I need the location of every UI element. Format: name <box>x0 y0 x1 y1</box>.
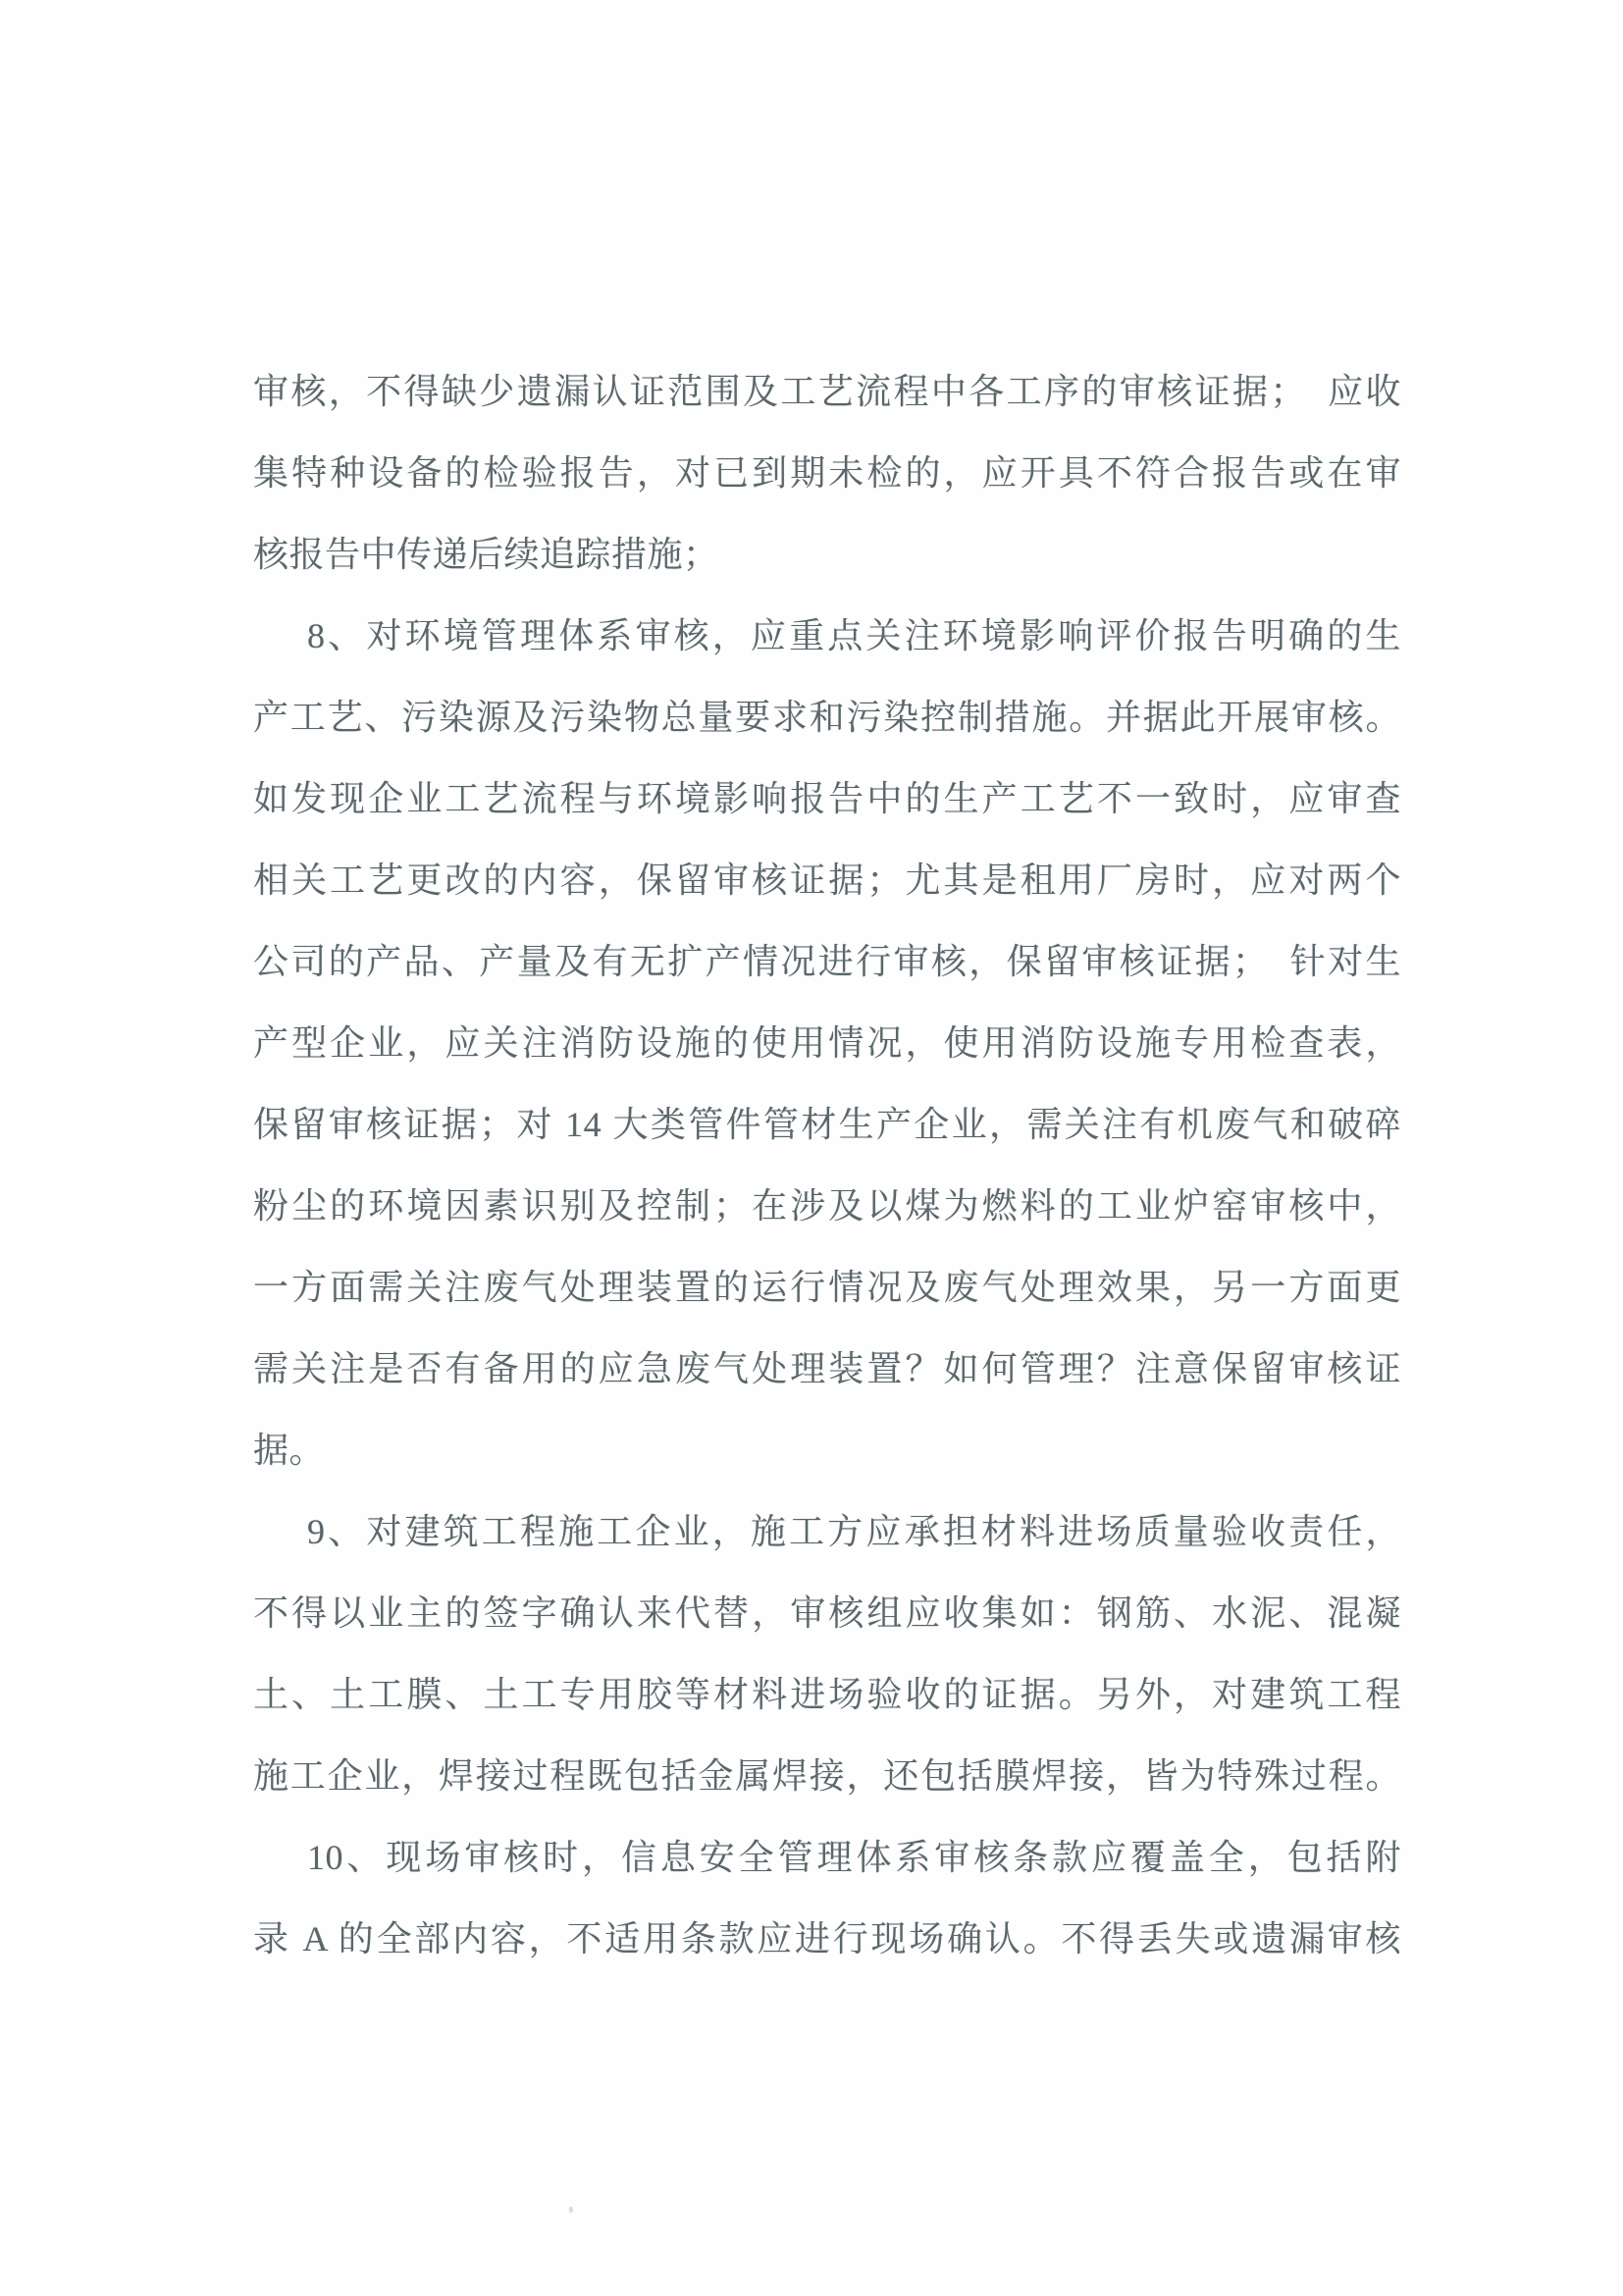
text-line: 据。 <box>253 1431 326 1470</box>
text-line paragraph-start: 8、对环境管理体系审核，应重点关注环境影响评价报告明确的生 <box>307 616 1401 655</box>
text-line: 粉尘的环境因素识别及控制；在涉及以煤为燃料的工业炉窑审核中， <box>253 1186 1401 1226</box>
text-line: 土、土工膜、土工专用胶等材料进场验收的证据。另外，对建筑工程 <box>253 1675 1401 1714</box>
text-line: 如发现企业工艺流程与环境影响报告中的生产工艺不一致时，应审查 <box>253 779 1401 818</box>
text-line: 相关工艺更改的内容，保留审核证据；尤其是租用厂房时，应对两个 <box>253 861 1401 900</box>
text-line: 需关注是否有备用的应急废气处理装置？如何管理？注意保留审核证 <box>253 1349 1401 1388</box>
text-line: 录 A 的全部内容，不适用条款应进行现场确认。不得丢失或遗漏审核 <box>253 1919 1401 1958</box>
text-line: 产工艺、污染源及污染物总量要求和污染控制措施。并据此开展审核。 <box>253 698 1401 737</box>
text-line: 集特种设备的检验报告，对已到期未检的，应开具不符合报告或在审 <box>253 453 1401 493</box>
text-line: 公司的产品、产量及有无扩产情况进行审核，保留审核证据； 针对生 <box>253 942 1401 981</box>
scan-speck <box>569 2207 573 2213</box>
text-line: 施工企业，焊接过程既包括金属焊接，还包括膜焊接，皆为特殊过程。 <box>253 1756 1401 1796</box>
text-line: 审核，不得缺少遗漏认证范围及工艺流程中各工序的审核证据； 应收 <box>253 372 1401 411</box>
document-text-block <box>253 351 1401 1980</box>
text-line: 保留审核证据；对 14 大类管件管材生产企业，需关注有机废气和破碎 <box>253 1105 1401 1144</box>
text-line: 产型企业，应关注消防设施的使用情况，使用消防设施专用检查表， <box>253 1023 1401 1063</box>
text-line: 一方面需关注废气处理装置的运行情况及废气处理效果，另一方面更 <box>253 1268 1401 1307</box>
text-line: 核报告中传递后续追踪措施； <box>253 535 719 574</box>
text-line paragraph-start: 10、现场审核时，信息安全管理体系审核条款应覆盖全，包括附 <box>307 1838 1401 1877</box>
text-line: 不得以业主的签字确认来代替，审核组应收集如：钢筋、水泥、混凝 <box>253 1593 1401 1633</box>
text-line paragraph-start: 9、对建筑工程施工企业，施工方应承担材料进场质量验收责任， <box>307 1512 1401 1551</box>
